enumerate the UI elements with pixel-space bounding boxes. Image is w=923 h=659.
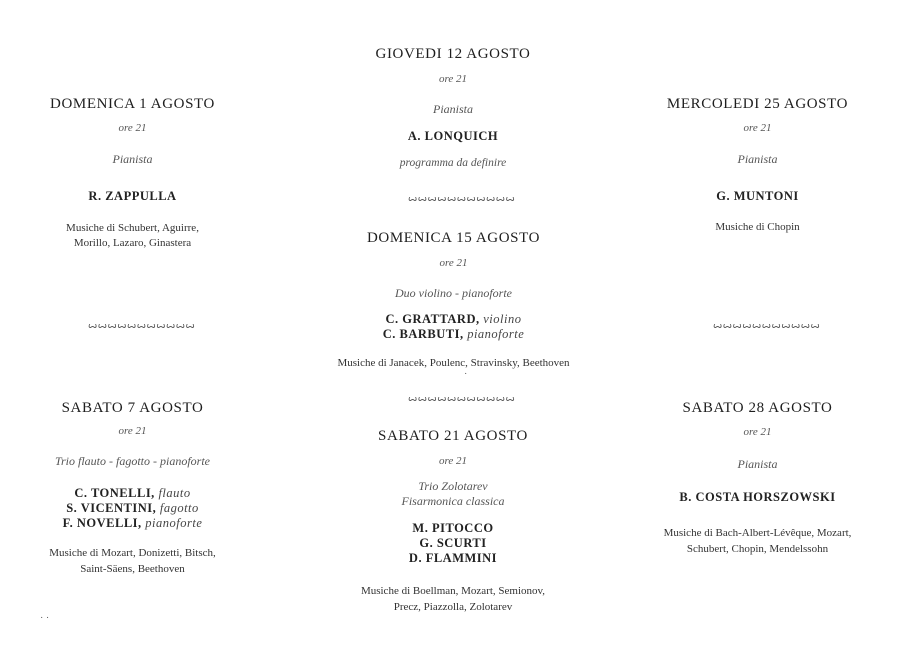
- event-title: MERCOLEDI 25 AGOSTO: [666, 96, 849, 112]
- performer-role: flauto: [158, 486, 191, 500]
- event-title: GIOVEDI 12 AGOSTO: [375, 46, 531, 62]
- music-line-2: Saint-Säens, Beethoven: [80, 563, 185, 575]
- performer-name: C. GRATTARD,: [385, 312, 480, 326]
- event-title: SABATO 7 AGOSTO: [61, 400, 204, 416]
- program-note: programma da definire: [399, 157, 507, 169]
- performer: G. SCURTI: [419, 536, 487, 550]
- performer: D. FLAMMINI: [408, 551, 498, 565]
- music-line-1: Musiche di Mozart, Donizetti, Bitsch,: [49, 547, 216, 559]
- music-line-1: Musiche di Schubert, Aguirre,: [66, 222, 199, 234]
- music-line-2: Morillo, Lazaro, Ginastera: [73, 237, 192, 249]
- performer: A. LONQUICH: [407, 129, 499, 143]
- performer: B. COSTA HORSZOWSKI: [679, 490, 836, 504]
- ornament-divider: ꙍꙍꙍꙍꙍꙍꙍꙍꙍꙍꙍ: [408, 393, 516, 403]
- performer-role: fagotto: [159, 501, 199, 515]
- performer-role: violino: [483, 312, 522, 326]
- performer-name: S. VICENTINI,: [66, 501, 157, 515]
- event-giovedi-12-agosto: [343, 46, 563, 176]
- event-instrument-line-1: Trio Zolotarev: [418, 479, 488, 493]
- music-line: Musiche di Chopin: [715, 221, 800, 233]
- event-time: ore 21: [438, 455, 467, 467]
- event-sabato-28-agosto: [650, 400, 865, 560]
- event-sabato-21-agosto: [323, 428, 583, 618]
- performer-name: C. TONELLI,: [74, 486, 155, 500]
- event-time: ore 21: [743, 122, 772, 134]
- event-instrument: Duo violino - pianoforte: [395, 286, 512, 300]
- stray-mark: ˙: [464, 372, 468, 383]
- event-domenica-15-agosto: [300, 230, 607, 375]
- event-time: ore 21: [439, 257, 468, 269]
- ornament-divider: ꙍꙍꙍꙍꙍꙍꙍꙍꙍꙍꙍ: [88, 320, 196, 330]
- music-line-2: Precz, Piazzolla, Zolotarev: [393, 601, 513, 613]
- event-time: ore 21: [118, 122, 147, 134]
- event-time: ore 21: [438, 73, 467, 85]
- performer: R. ZAPPULLA: [88, 189, 177, 203]
- event-instrument: Pianista: [112, 152, 153, 166]
- performer-line: [300, 326, 607, 342]
- performer-role: pianoforte: [145, 516, 203, 530]
- event-instrument: Pianista: [737, 152, 778, 166]
- performer-role: pianoforte: [467, 327, 525, 341]
- performer-name: F. NOVELLI,: [62, 516, 142, 530]
- performer-line: [30, 485, 235, 501]
- event-mercoledi-25-agosto: [650, 96, 865, 236]
- event-instrument: Pianista: [737, 457, 778, 471]
- music-line-1: Musiche di Bach-Albert-Lévêque, Mozart,: [663, 527, 852, 539]
- performer-line: [300, 311, 607, 327]
- event-instrument: Trio flauto - fagotto - pianoforte: [54, 454, 210, 468]
- music-line: Musiche di Janacek, Poulenc, Stravinsky, Beethoven: [337, 357, 570, 369]
- stray-mark: ˙ ˙: [40, 616, 50, 627]
- event-time: ore 21: [743, 426, 772, 438]
- ornament-divider: ꙍꙍꙍꙍꙍꙍꙍꙍꙍꙍꙍ: [408, 193, 516, 203]
- event-sabato-7-agosto: [30, 400, 235, 580]
- event-title: DOMENICA 1 AGOSTO: [50, 96, 215, 112]
- event-time: ore 21: [118, 425, 147, 437]
- performer: M. PITOCCO: [412, 521, 494, 535]
- performer-name: C. BARBUTI,: [382, 327, 464, 341]
- performer: G. MUNTONI: [716, 189, 799, 203]
- event-domenica-1-agosto: [30, 96, 235, 256]
- event-instrument-line-2: Fisarmonica classica: [401, 494, 505, 508]
- event-title: SABATO 21 AGOSTO: [378, 428, 528, 444]
- event-title: DOMENICA 15 AGOSTO: [366, 230, 541, 246]
- event-title: SABATO 28 AGOSTO: [682, 400, 833, 416]
- event-instrument: Pianista: [432, 102, 473, 116]
- music-line-2: Schubert, Chopin, Mendelssohn: [686, 543, 829, 555]
- ornament-divider: ꙍꙍꙍꙍꙍꙍꙍꙍꙍꙍꙍ: [713, 320, 821, 330]
- music-line-1: Musiche di Boellman, Mozart, Semionov,: [360, 585, 546, 597]
- performer-line: [30, 500, 235, 516]
- performer-line: [30, 515, 235, 531]
